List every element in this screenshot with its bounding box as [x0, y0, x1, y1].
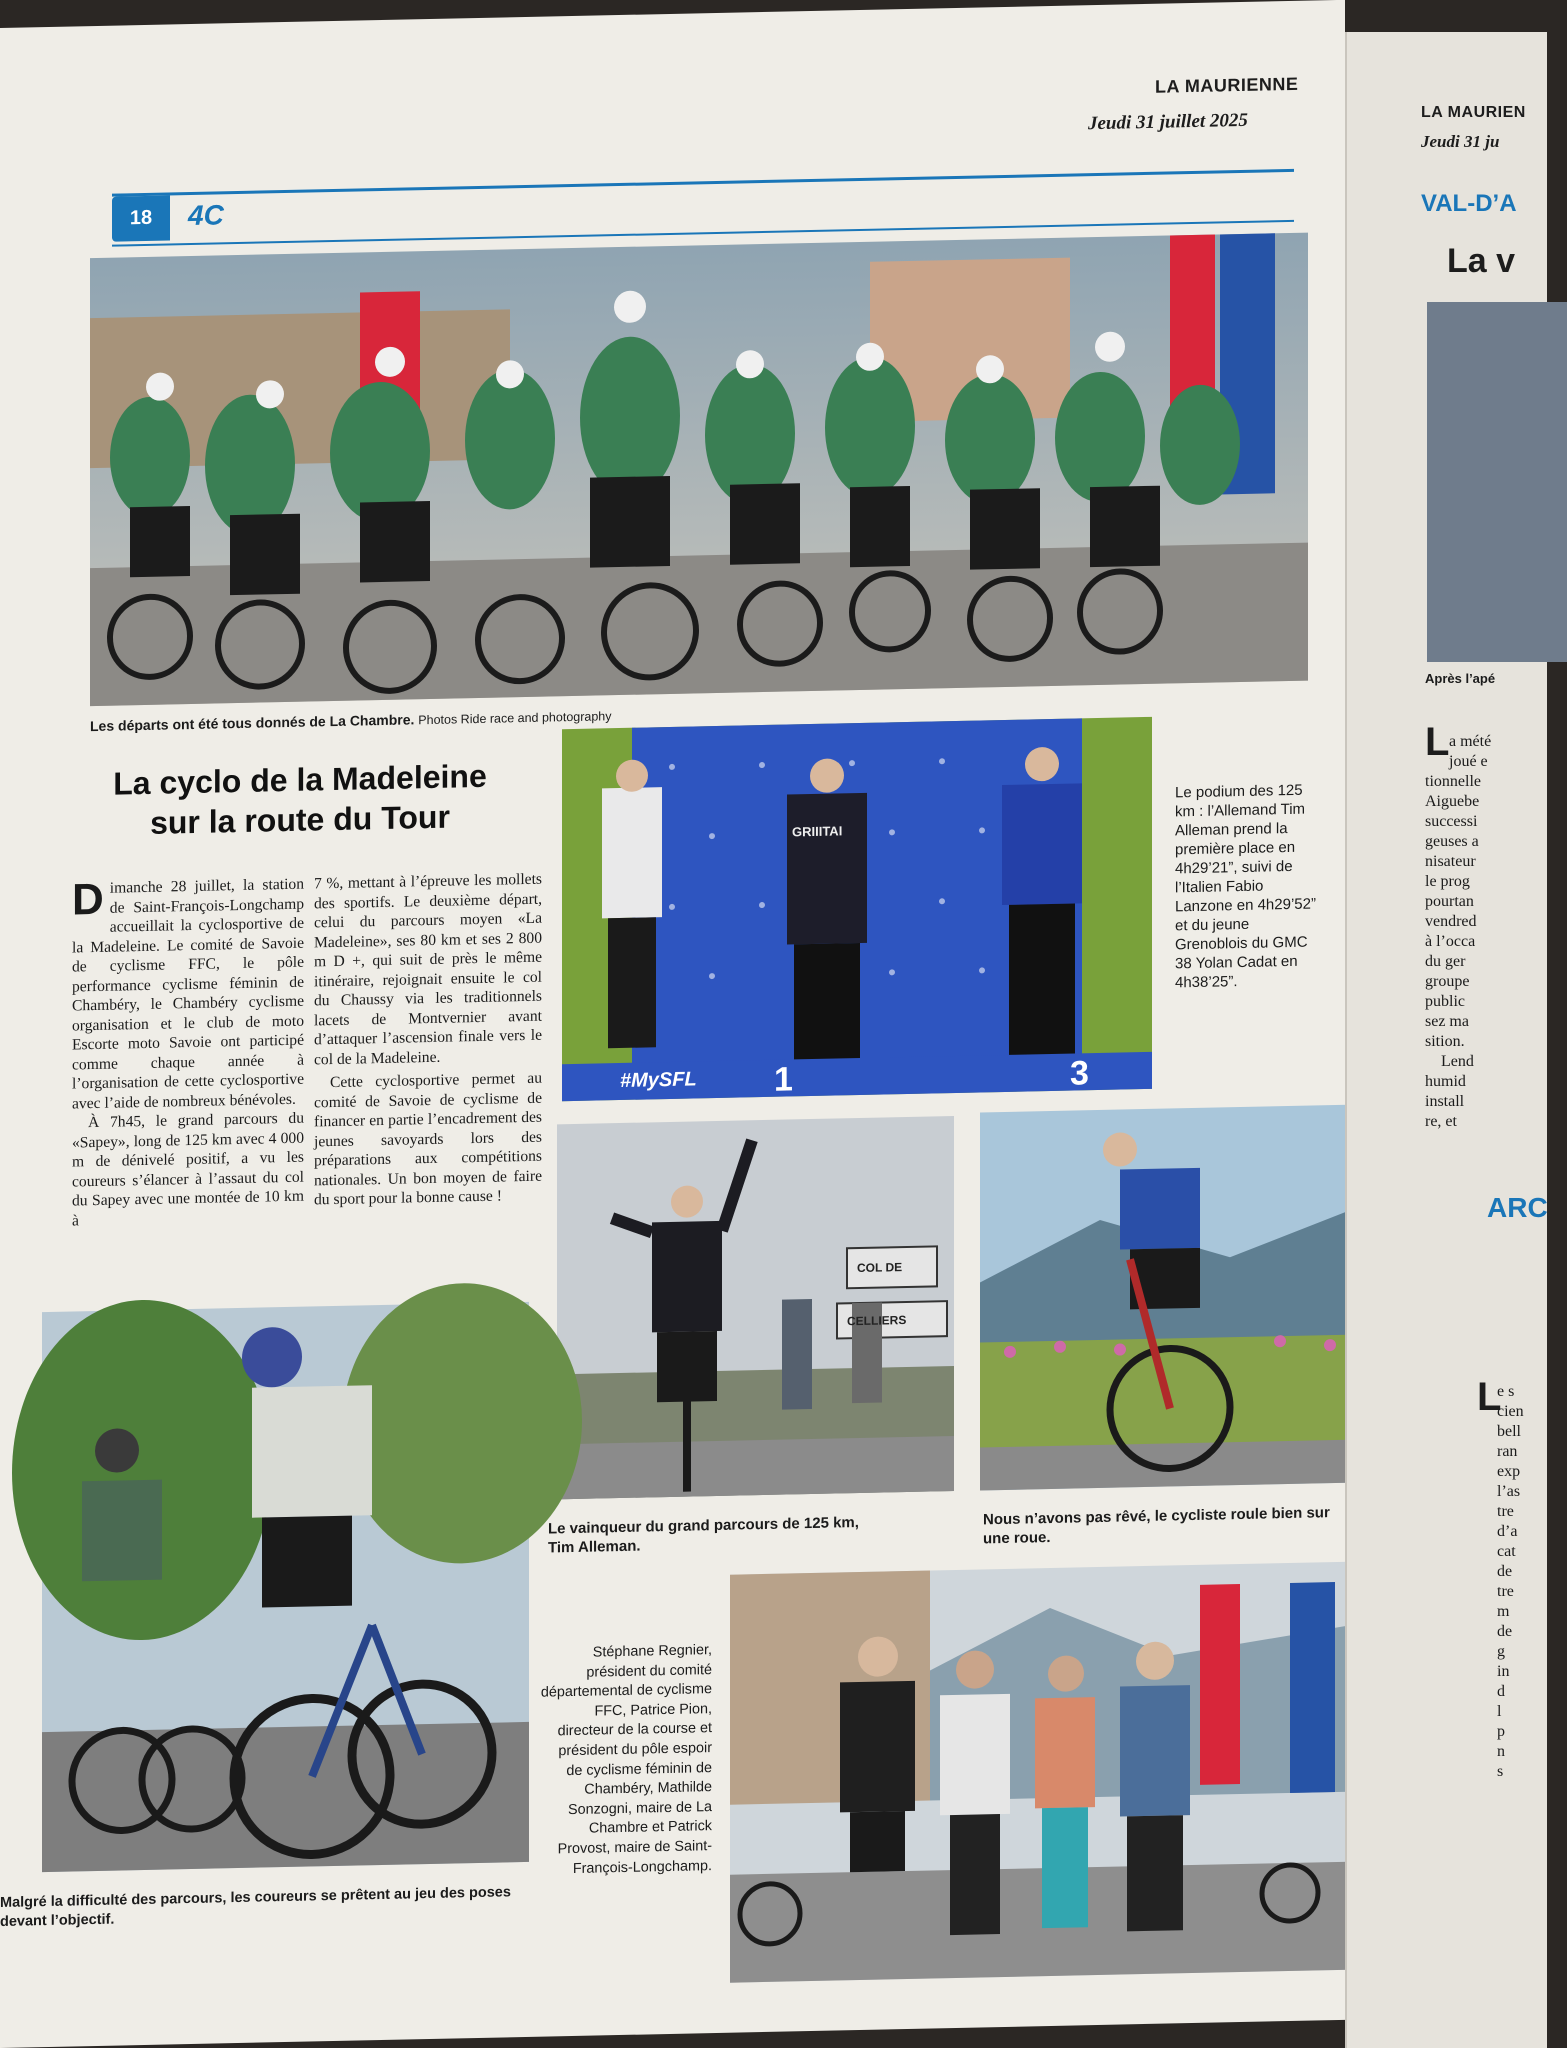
top-photo-caption	[90, 707, 612, 736]
article-title	[70, 755, 530, 845]
next-line: vendred	[1425, 913, 1477, 930]
col2-paragraph-1: 7 %, mettant à l’épreuve les mollets des sportifs. Le deuxième départ, celui du parcours moyen «La Madeleine», ses 80 km et ses 2 800 m D +, qui suit de près le même itinéraire, rejoignait ensuite le col du Chaussy via les traditionnels lacets de Montvernier avant d’attaquer l’ascension finale vers le col de la Madeleine.	[314, 870, 542, 1068]
next-line: bell	[1497, 1423, 1521, 1440]
next-line: s	[1497, 1763, 1504, 1780]
article-column-2	[314, 870, 542, 1210]
officials-caption: Stéphane Regnier, président du comité départemental de cyclisme FFC, Patrice Pion, directeur de la course et président du pôle espoir de cyclisme féminin de Chambéry, Mathilde Sonzogni, maire de La Chambre et Patrick Provost, maire de Saint-François-Longchamp.	[540, 1642, 712, 1877]
top-caption-text: Les départs ont été tous donnés de La Chambre.	[90, 711, 415, 735]
next-subhead: ARC	[1487, 1192, 1548, 1223]
next-line: successi	[1425, 813, 1478, 830]
next-line: pourtan	[1425, 893, 1474, 910]
photo-podium	[562, 717, 1152, 1101]
next-line: de	[1497, 1563, 1513, 1580]
next-line: geuses a	[1425, 833, 1479, 850]
next-line: a mété	[1449, 733, 1492, 750]
next-line: Aiguebe	[1425, 793, 1480, 810]
photo-wheelie	[980, 1104, 1365, 1490]
podium-illustration	[562, 717, 1152, 1101]
photo-officials	[730, 1561, 1374, 1982]
next-issue-date: Jeudi 31 ju	[1421, 132, 1500, 151]
riders-caption: Malgré la difficulté des parcours, les coureurs se prêtent au jeu des poses devant l’objectif.	[0, 1884, 511, 1930]
photo-winner	[557, 1116, 954, 1499]
next-line: ran	[1497, 1443, 1518, 1460]
next-line: sition.	[1425, 1033, 1465, 1050]
next-line: m	[1497, 1603, 1510, 1620]
next-newspaper-name: LA MAURIEN	[1421, 104, 1526, 121]
photo-credit: Photos Ride race and photography	[418, 709, 612, 728]
next-line: n	[1497, 1743, 1505, 1760]
page-number: 18	[112, 195, 170, 241]
newspaper-name: LA MAURIENNE	[1155, 73, 1299, 97]
col1-paragraph-2: À 7h45, le grand parcours du «Sapey», long de 125 km avec 4 000 m de dénivelé positif, a vu les coureurs s’élancer à l’assaut du col du Sapey avec une montée de 10 km à	[72, 1109, 304, 1229]
next-line: tre	[1497, 1503, 1514, 1520]
next-line: d’a	[1497, 1523, 1518, 1540]
next-line: cat	[1497, 1543, 1516, 1560]
next-line: re, et	[1425, 1113, 1457, 1130]
wheelie-illustration	[980, 1104, 1365, 1490]
next-column-2	[1497, 1382, 1547, 1782]
winner-illustration	[557, 1116, 954, 1499]
photo-start-line	[90, 233, 1308, 707]
next-line: e s	[1497, 1383, 1515, 1400]
next-line: tre	[1497, 1583, 1514, 1600]
issue-date: Jeudi 31 juillet 2025	[1088, 109, 1248, 135]
photo-riders	[42, 1302, 529, 1872]
podium-banner-text: #MySFL	[620, 1068, 697, 1093]
podium-step-1: 1	[774, 1060, 793, 1099]
next-line: d	[1497, 1683, 1505, 1700]
winner-caption: Le vainqueur du grand parcours de 125 km, Tim Alleman.	[548, 1514, 859, 1557]
drop-cap: D	[72, 874, 104, 925]
wheelie-caption: Nous n’avons pas rêvé, le cycliste roule bien sur une roue.	[983, 1504, 1330, 1548]
next-line: p	[1497, 1723, 1505, 1740]
next-column-1	[1425, 732, 1549, 1132]
col2-paragraph-2: Cette cyclosportive permet au comité de Savoie de cyclisme de financer en partie l’encadrement des jeunes savoyards lors des préparations aux compétitions nationales. Un bon moyen de faire du sport pour la bonne cause !	[314, 1069, 542, 1209]
next-line: g	[1497, 1643, 1505, 1660]
next-line: tionnelle	[1425, 773, 1481, 790]
next-line: du ger	[1425, 953, 1466, 970]
riders-illustration	[42, 1302, 529, 1872]
winner-jersey-text: GRIIITAI	[792, 823, 843, 840]
next-line: le prog	[1425, 873, 1470, 890]
next-line: install	[1425, 1093, 1465, 1110]
page-header-bar	[112, 169, 1294, 247]
next-line: l	[1497, 1703, 1502, 1720]
next-photo	[1427, 302, 1567, 662]
next-line: l’as	[1497, 1483, 1521, 1500]
next-line: exp	[1497, 1463, 1521, 1480]
next-line: nisateur	[1425, 853, 1476, 870]
next-section-title: VAL-D’A	[1421, 190, 1517, 217]
next-drop-cap-2: L	[1477, 1375, 1502, 1419]
next-photo-caption: Après l’apé	[1425, 671, 1496, 686]
next-line: Lend	[1441, 1053, 1474, 1070]
title-line-1: La cyclo de la Madeleine	[113, 757, 487, 802]
next-drop-cap-1: L	[1425, 720, 1450, 764]
next-line: humid	[1425, 1073, 1466, 1090]
next-page-edge	[1345, 32, 1547, 2048]
title-line-2: sur la route du Tour	[150, 798, 450, 841]
next-line: joué e	[1449, 753, 1488, 770]
sign-celliers: CELLIERS	[847, 1313, 907, 1329]
article-column-1	[72, 875, 304, 1231]
next-line: cien	[1497, 1403, 1524, 1420]
next-line: groupe	[1425, 973, 1470, 990]
next-headline: La v	[1447, 242, 1516, 280]
podium-caption: Le podium des 125 km : l’Allemand Tim Alleman prend la première place en 4h29’21”, suivi de l’Italien Fabio Lanzone en 4h29’52” et du jeune Grenoblois du GMC 38 Yolan Cadat en 4h38’25”.	[1175, 781, 1316, 992]
next-line: public	[1425, 993, 1465, 1010]
next-line: de	[1497, 1623, 1513, 1640]
col1-paragraph-1: imanche 28 juillet, la station de Saint-François-Longchamp accueillait la cyclosportive de la Madeleine. Le comité de Savoie de cyclisme FFC, le pôle performance cyclisme féminin de Chambéry, le Chambéry cyclisme organisation et le club de moto Escorte moto Savoie ont participé comme chaque année à l’organisation de cette cyclosportive avec l’aide de nombreux bénévoles.	[72, 875, 304, 1112]
officials-illustration	[730, 1561, 1374, 1982]
next-line: à l’occa	[1425, 933, 1476, 950]
sign-col: COL DE	[857, 1260, 903, 1276]
section-title: 4C	[188, 199, 224, 232]
next-line: in	[1497, 1663, 1510, 1680]
podium-step-3: 3	[1070, 1054, 1089, 1093]
next-line: sez ma	[1425, 1013, 1469, 1030]
cyclists-start-illustration	[90, 233, 1308, 707]
